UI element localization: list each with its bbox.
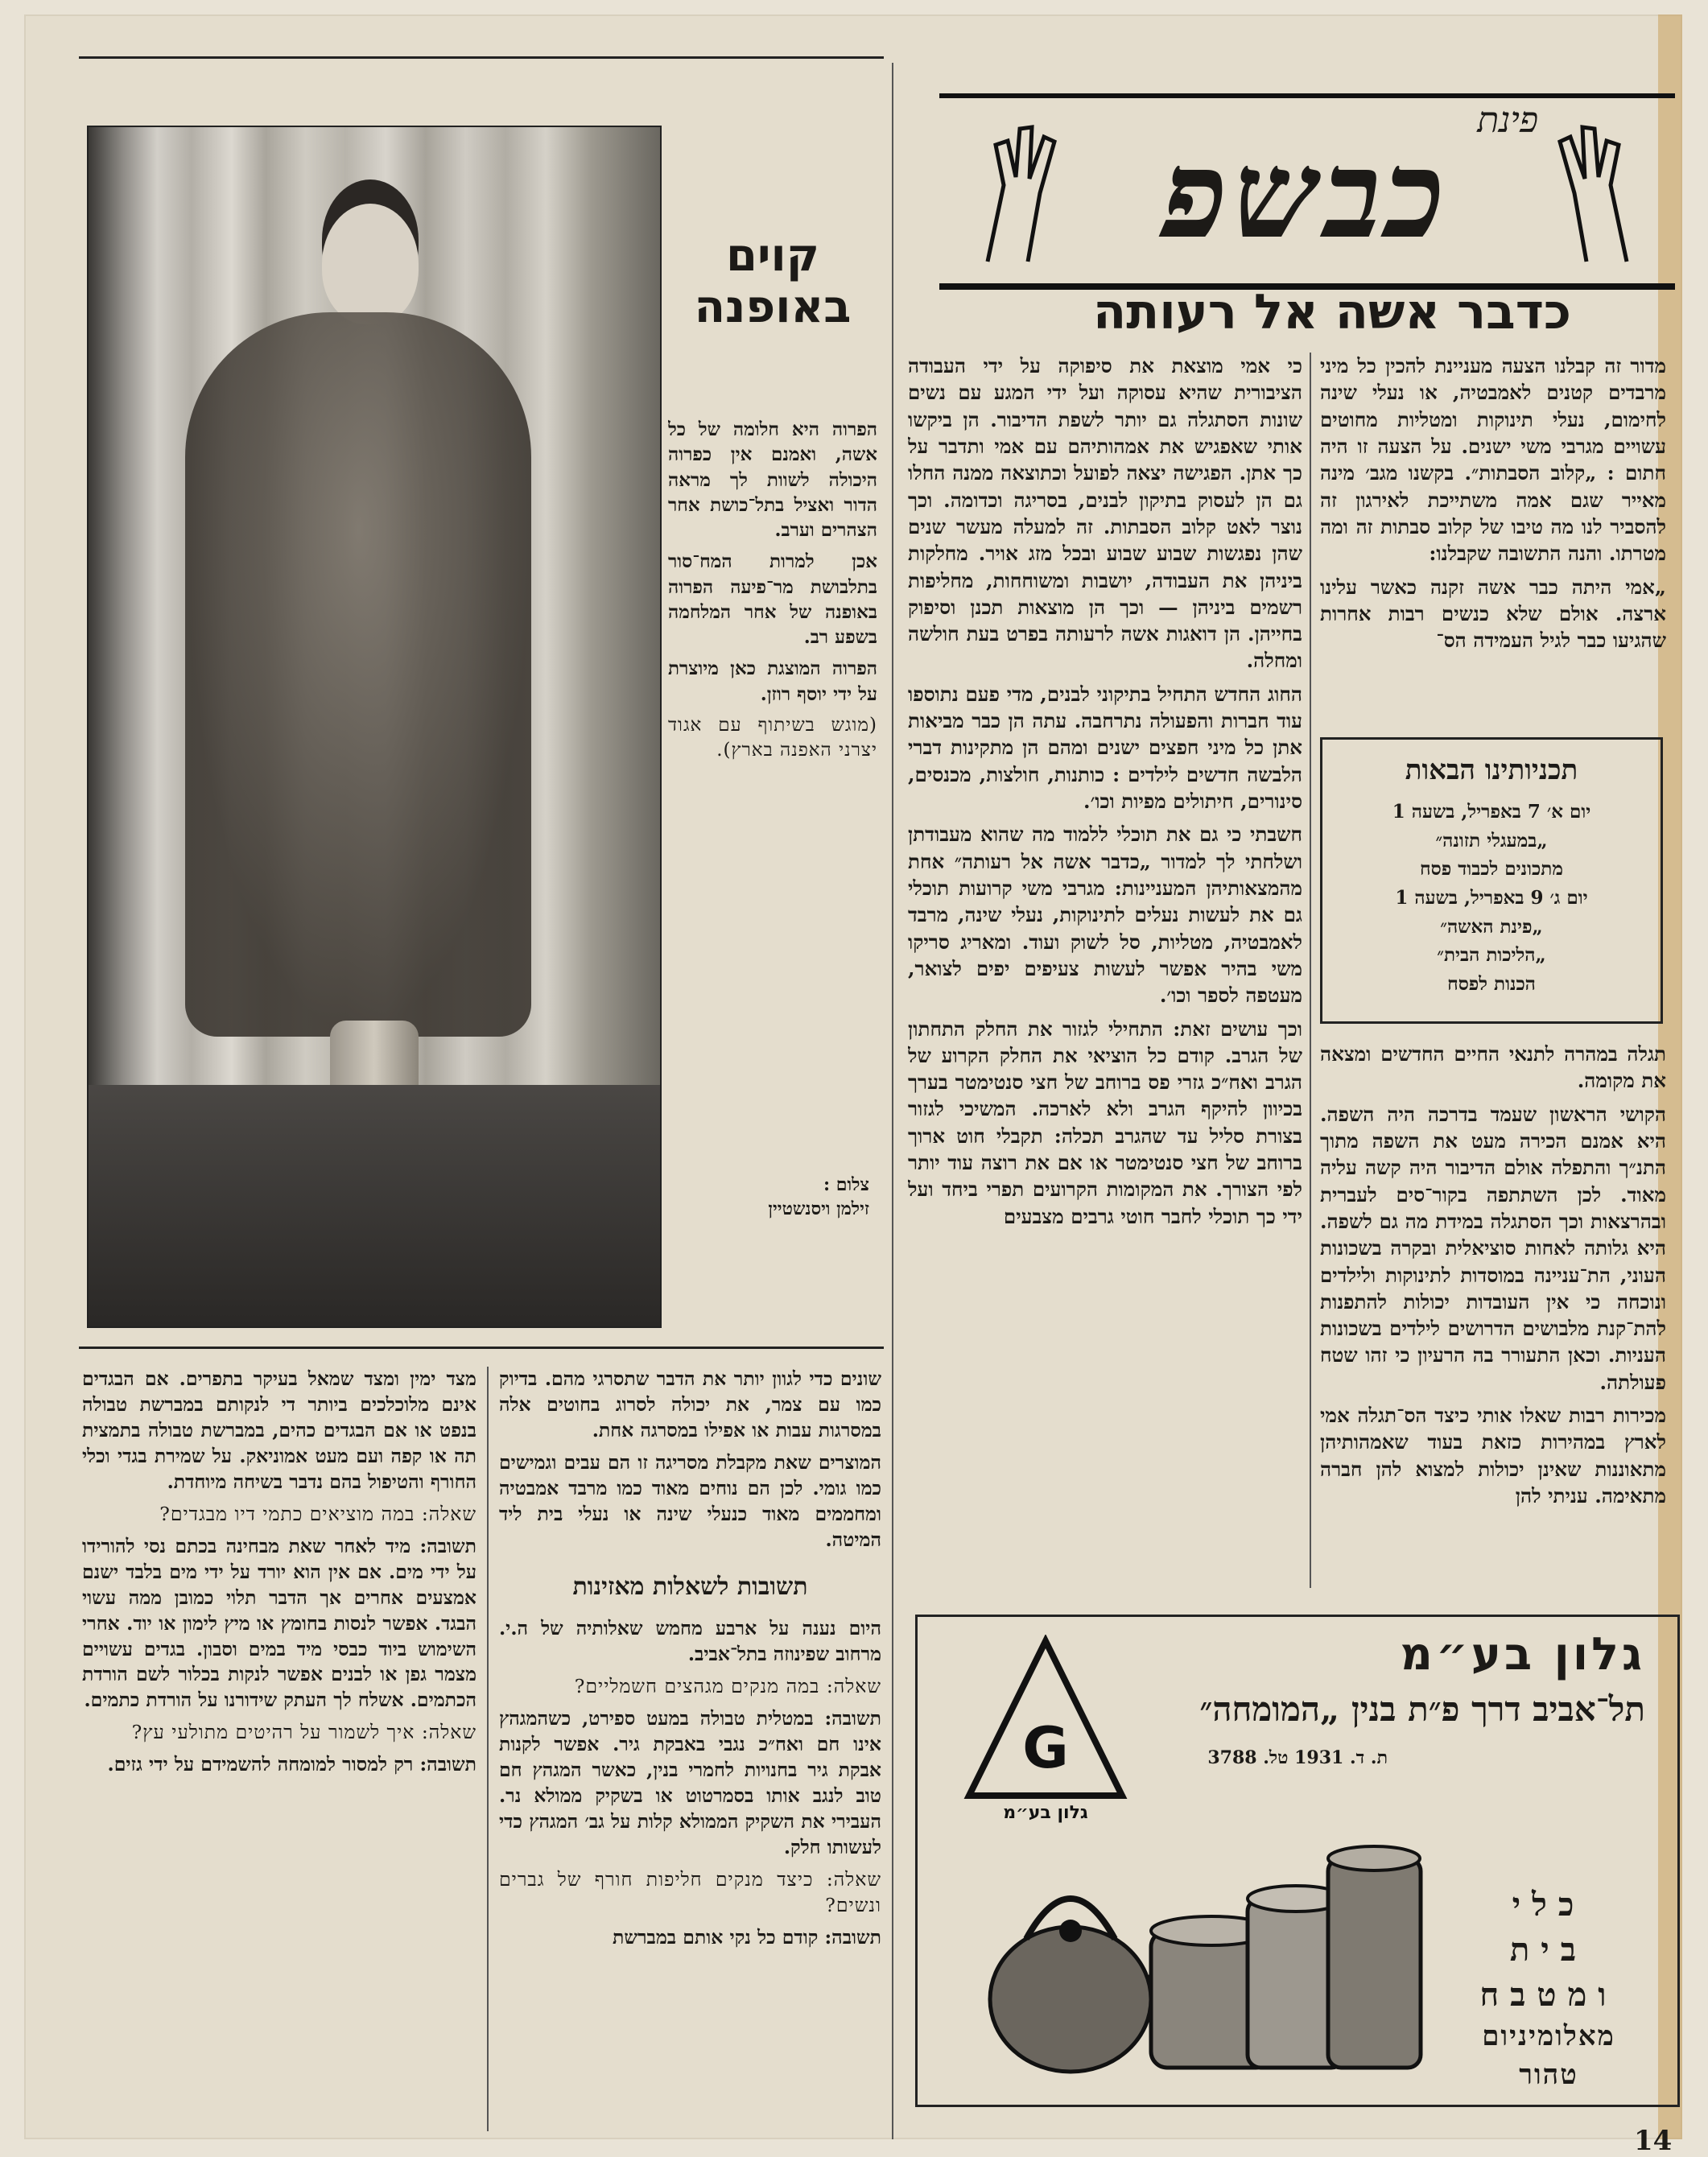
fashion-paragraph: הפרוה המוצגת כאן מיוצרת על ידי יוסף רוזן.	[668, 658, 877, 705]
qa-answer: תשובה: מיד לאחר שאת מבחינה בכתם נסי להורידו על ידי מים. אם אין הוא יורד על ידי מים בלבד ישנם אמצעים אחרים אך הדבר תלוי כמובן ממה עשוי הבגד. אפשר לנסות בחומץ או מיץ לימון או יוד. אחרי השימוש ביוד כבסי מיד במים וסבון. בגדים עשויים מצמר גפן או לבנים אפשר לנקות בכלור לשם הורדת הכתמים. אשלח לך העתק שידורנו על הורדת כתמים.	[82, 1534, 477, 1712]
article-paragraph: שונים כדי לגוון יותר את הדבר שתסרגי מהם. בדיוק כמו עם צמר, את יכולה לסרוג בחוטים אלה במסרגות עבות או אפילו במסרגה אחת.	[499, 1367, 881, 1441]
ad-phone: ת. ד. 1931 טל. 3788	[1207, 1747, 1388, 1768]
program-line: „הליכות הבית״	[1437, 944, 1546, 967]
article-paragraph: מדור זה קבלנו הצעה מעניינת להכין כל מיני מרבדים קטנים לאמבטיה, או נעלי שינה לחימום, נעלי תינוקות ומטליות מחוטים עשויים מגרבי משי ישנים. על הצעה זו היה חתום : „קלוב הסבתות״. בקשנו מגב׳ מינה מאייר שגם אמה משתייכת לאירגון זה להסביר לנו מה טיבו של קלוב סבתות זה ומה מטרתו. והנה התשובה שקבלנו:	[1320, 354, 1666, 566]
photo-credit-label: צלום :	[823, 1174, 869, 1195]
column-rule	[487, 1367, 489, 2131]
fur-coat-photo	[87, 126, 662, 1328]
top-rule	[79, 56, 884, 59]
article-paragraph: המוצרים שאת מקבלת מסריגה זו הם עבים וגמישים כמו גומי. לכן הם נוחים מאוד כמו מרבד אמבטיה ומחממים מאוד כנעלי שינה או נעלי בית ליד המיטה.	[499, 1450, 881, 1551]
model-head	[322, 204, 419, 324]
article-paragraph: הקושי הראשון שעמד בדרכה היה השפה. היא אמנם הכירה מעט את השפה מתוך התנ״ך והתפלה אולם הדיבור היה קשה עליה מאוד. לכן השתתפה בקור־סים לעברית ובהרצאות וכך הסתגלה במידת מה גם לשפה. היא גלותה לאחות סוציאלית ובקרה בשכונות העוני, הת־עניינה במוסדות לתינוקות ולילדים ונוכחה כי אין העובדות יכולות להתפנות להת־קנת מלבושים הדרושים לילדים בשכונות העניות. וכאן התעורר בה הרעיון כי זהו שטח פעולתה.	[1320, 1102, 1666, 1394]
program-title: תכניותינו הבאות	[1405, 754, 1578, 786]
floor	[89, 1085, 660, 1326]
qa-question: שאלה: כיצד מנקים חליפות חורף של גברים ונשים?	[499, 1868, 881, 1916]
article-paragraph: כי אמי מוצאת את סיפוקה על ידי העבודה הציבורית שהיא עסוקה ועל ידי המגע עם נשים שונות הסתגלה גם יותר לשפת הדיבור. הן ביקשו אותי שאפגיש את אמהותיהם עם אמי ותדבר על כך אתן. הפגישה יצאה לפועל וכתוצאה ממנה החלו גם הן לעסוק בתיקון לבנים, בסריגה וכדומה. וכך נוצר לאט קלוב הסבתות. זה למעלה מעשר שנים שהן נפגשות שבוע שבוע ובכל מזג אויר. מחלקות ביניהן את העבודה, יושבות ומשוחחות, מחליפות רשמים ביניהן — וכך הן מוצאות תכנן וסיפוק בחייהן. הן דואגות אשה לרעותה בפרט בעת חולשה ומחלה.	[908, 354, 1302, 673]
ad-brand: גלון בע״מ	[1400, 1628, 1645, 1681]
article-paragraph: מכירות רבות שאלו אותי כיצד הס־תגלה אמי לארץ במהירות כזאת בעוד שאמהותיהן מתאוננות שאינן יכולות למצוא להן חברה מתאימה. עניתי להן	[1320, 1404, 1666, 1507]
program-line: „פינת האשה״	[1440, 915, 1543, 938]
article-right-lower	[1320, 1041, 1666, 1588]
article-paragraph: מצד ימין ומצד שמאל בעיקר בתפרים. אם הבגדים אינם מלוכלכים ביותר די לנקותם במברשת טבולה בנפט או אם הבגדים כהים, במברשת טבולה בתמצית תה או קפה ועם מעט אמוניאק. על שמירת בגדי וכלי החורף והטיפול בהם נדבר בשיחה מיוחדת.	[82, 1367, 477, 1493]
qa-question: שאלה: איך לשמור על רהיטים מתולעי עץ?	[131, 1721, 477, 1744]
program-box	[1320, 737, 1663, 1024]
column-rule	[1310, 353, 1311, 1588]
ad-product-line: בית	[1509, 1931, 1588, 1969]
ad-product-line: מאלומיניום טהור	[1482, 2020, 1615, 2091]
article-paragraph: החוג החדש התחיל בתיקוני לבנים, מדי פעם נתוספו עוד חברות והפעולה נתרחבה. עתה הן כבר מביאות אתן כל מיני חפצים ישנים ומהם הן מתקינות דברי הלבשה חדשים לילדים : כותנות, חולצות, מכנסים, סינורים, חיתולים מפיות וכו׳.	[908, 682, 1302, 813]
fashion-title	[676, 230, 869, 334]
ad-product-line: כלי	[1512, 1886, 1586, 1924]
ad-address: תל־אביב דרך פ״ת בנין „המומחה״	[1199, 1689, 1645, 1729]
section-logo-small: פינת	[1477, 100, 1538, 141]
advertisement	[915, 1615, 1680, 2107]
article-paragraph: תגלה במהרה לתנאי החיים החדשים ומצאה את מקומה.	[1320, 1042, 1666, 1093]
article-middle	[908, 353, 1302, 1588]
fashion-title-line1: קוים	[726, 229, 819, 282]
qa-paragraph: היום נענה על ארבע מחמש שאלותיה של ה.י. מרחוב שפינוזה בתל־אביב.	[499, 1617, 881, 1666]
section-logo-main: כבשפ	[1161, 124, 1450, 266]
page-number: 14	[1634, 2125, 1673, 2157]
fashion-paragraph: (מוגש בשיתוף עם אגוד יצרני האפנה בארץ).	[668, 714, 877, 761]
qa-answer: תשובה: רק למסור למומחה להשמידם על ידי גזים.	[107, 1753, 477, 1776]
hand-icon	[1554, 113, 1643, 266]
cookware-illustration	[982, 1810, 1433, 2084]
program-line: יום ג׳ 9 באפריל, בשעה 1	[1395, 886, 1588, 909]
fashion-paragraph: הפרוה היא חלומה של כל אשה, ואמנם אין כפרוה היכולה לשוות לך מראה הדור ואציל בתל־כושת אחר הצהרים וערב.	[668, 419, 877, 542]
article-right-top	[1320, 353, 1666, 731]
qa-heading: תשובות לשאלות מאזינות	[572, 1572, 808, 1601]
article-paragraph: חשבתי כי גם את תוכלי ללמוד מה שהוא מעבודתן ושלחתי לך למדור „כדבר אשה אל רעותה״ אחת מהמצאותיהן המעניינות: מגרבי משי קרועות תוכלי גם את לעשות נעלים לתינוקות, נעלי שינה, מרבד לאמבטיה, מטליות, סל לשוק ועוד. ומאריג סריקו משי בהיר אפשר לעשות צעיפים יפים לצואר, מעטפה לספר וכו׳.	[908, 823, 1302, 1008]
brand-emblem-icon	[961, 1635, 1130, 1828]
program-line: „במעגלי תזונה״	[1435, 829, 1548, 852]
qa-question: שאלה: במה מוציאים כתמי דיו מבגדים?	[159, 1502, 477, 1525]
bottom-left-column	[82, 1367, 477, 2131]
program-line: יום א׳ 7 באפריל, בשעה 1	[1392, 801, 1591, 823]
column-rule	[892, 63, 893, 2139]
emblem-letter: G	[1022, 1715, 1069, 1781]
photo-credit	[668, 1173, 869, 1254]
fashion-paragraph: אכן למרות המח־סור בתלבושת מר־פיעה הפרוה באופנה של אחר המלחמה בשפע רב.	[668, 551, 877, 649]
article-headline: כדבר אשה אל רעותה	[1093, 284, 1571, 340]
emblem-caption: גלון בע״מ	[1003, 1803, 1088, 1823]
ad-product-line: ומטבח	[1479, 1976, 1618, 2014]
fashion-title-line2: באופנה	[694, 281, 852, 334]
ad-products	[1452, 1883, 1645, 2094]
qa-question: שאלה: במה מנקים מגהצים חשמליים?	[574, 1675, 881, 1698]
bottom-middle-column	[499, 1367, 881, 2131]
article-paragraph: וכך עושים זאת: התחילי לגזור את החלק התחתון של הגרב. קודם כל הוציאי את החלק הקרוע של הגרב ואח״כ גזרי פס ברוחב של חצי סנטימטר בערך בכיוון להיקף הגרב ולא לארכה. המשיכי לגזור בצורת סליל עד שהגרב תכלה: תקבלי חוט ארוך ברוחב של חצי סנטימטר או אם את רוצה עוד יותר לפי הצורך. את המקומות הקרועים תפרי ביחד ועל ידי כך תוכלי לחבר חוטי גרבים מצבעים	[908, 1017, 1302, 1228]
fur-coat	[185, 312, 531, 1037]
program-line: מתכונים לכבוד פסח	[1420, 858, 1563, 881]
program-line: הכנות לפסח	[1447, 972, 1536, 995]
photo-credit-name: זילמן ויסנשטיין	[768, 1198, 869, 1219]
magazine-page	[24, 14, 1682, 2139]
fashion-text	[668, 417, 877, 980]
qa-answer: תשובה: במטלית טבולה במעט ספירט, כשהמגהץ אינו חם ואח״כ נגבי באבקת גיר. אפשר לקנות אבקת גיר בחנויות לחמרי בנין, כאשר המגהץ חם טוב לנגב אותו בסמרטוט או בשקיק ממולא נר. העבירי את השקיק הממולא קלות על גב׳ המגהץ כדי לעשותו חלק.	[499, 1707, 881, 1859]
bottom-section-rule	[79, 1347, 884, 1349]
article-paragraph: „אמי היתה כבר אשה זקנה כאשר עלינו ארצה. אולם שלא כנשים רבות אחרות שהגיעו כבר לגיל העמידה הס־	[1320, 575, 1666, 653]
hand-icon	[972, 113, 1060, 266]
qa-answer: תשובה: קודם כל נקי אותם במברשת	[612, 1925, 881, 1949]
section-logo	[939, 93, 1675, 290]
